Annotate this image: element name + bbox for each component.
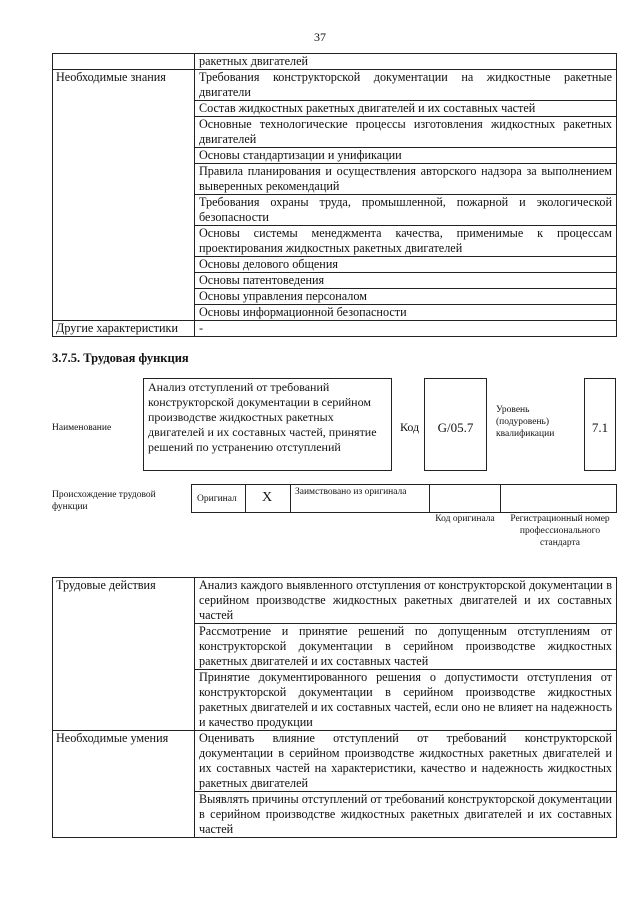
action-item: Рассмотрение и принятие решений по допущенным отступлениям от конструкторской документации в серийном производстве жидкостных ракетных двигателей и их составных частей [195, 624, 617, 670]
function-name-box [143, 378, 392, 471]
original-mark: X [262, 490, 273, 505]
table-row [53, 321, 617, 337]
name-label: Наименование [52, 423, 112, 433]
knowledge-item: Основы стандартизации и унификации [195, 148, 617, 164]
empty-label-cell [53, 54, 195, 70]
code-value: G/05.7 [437, 420, 474, 435]
knowledge-item: Основные технологические процессы изготовления жидкостных ракетных двигателей [195, 117, 617, 148]
knowledge-label: Необходимые знания [53, 70, 195, 321]
origin-divider [290, 484, 291, 513]
origin-divider [245, 484, 246, 513]
table-row [53, 70, 617, 101]
level-value: 7.1 [591, 420, 609, 435]
skill-item: Выявлять причины отступлений от требований конструкторской документации в серийном производстве жидкостных ракетных двигателей и их составных частей [195, 792, 617, 838]
action-item: Принятие документированного решения о допустимости отступления от конструкторской документации в серийном производстве жидкостных ракетных двигателей и их составных частей, если оно не влияет на надежность и качество продукции [195, 670, 617, 731]
knowledge-item: Правила планирования и осуществления авторского надзора за выполнением выверенных рекомендаций [195, 164, 617, 195]
origin-divider [429, 484, 430, 513]
action-item: Анализ каждого выявленного отступления от конструкторской документации в серийном производстве жидкостных ракетных двигателей и их составных частей [195, 578, 617, 624]
function-name-value: Анализ отступлений от требований конструкторской документации в серийном производстве жидкостных ракетных двигателей и их составных частей, принятие решений по устранению отступлений [148, 380, 377, 454]
continuation-cell: ракетных двигателей [195, 54, 617, 70]
knowledge-item: Состав жидкостных ракетных двигателей и их составных частей [195, 101, 617, 117]
table-row [53, 54, 617, 70]
section-title: 3.7.5. Трудовая функция [52, 351, 189, 365]
knowledge-item: Основы делового общения [195, 257, 617, 273]
code-label: Код [400, 420, 420, 434]
code-box [424, 378, 487, 471]
page-number: 37 [314, 30, 326, 44]
level-box [584, 378, 616, 471]
knowledge-item: Основы управления персоналом [195, 289, 617, 305]
knowledge-item: Требования охраны труда, промышленной, пожарной и экологической безопасности [195, 195, 617, 226]
actions-label: Трудовые действия [53, 578, 195, 731]
code-caption: Код оригинала [435, 514, 495, 524]
actions-table [52, 577, 617, 838]
table-row [53, 578, 617, 624]
other-characteristics-value: - [195, 321, 617, 337]
knowledge-item: Основы информационной безопасности [195, 305, 617, 321]
knowledge-item: Основы патентоведения [195, 273, 617, 289]
other-characteristics-label: Другие характеристики [53, 321, 195, 337]
origin-divider [500, 484, 501, 513]
skill-item: Оценивать влияние отступлений от требований конструкторской документации в серийном производстве жидкостных ракетных двигателей и их составных частей на характеристики, качество и надежность жидкостных ракетных двигателей [195, 731, 617, 792]
registration-caption: Регистрационный номер профессионального стандарта [510, 514, 610, 548]
knowledge-item: Требования конструкторской документации на жидкостные ракетные двигатели [195, 70, 617, 101]
knowledge-table [52, 53, 617, 337]
knowledge-item: Основы системы менеджмента качества, применимые к процессам проектирования жидкостных ракетных двигателей [195, 226, 617, 257]
origin-label: Происхождение трудовой функции [52, 490, 156, 512]
level-label: Уровень (подуровень) квалификации [496, 405, 555, 439]
borrowed-label: Заимствовано из оригинала [295, 487, 407, 497]
table-row [53, 731, 617, 792]
original-label: Оригинал [197, 494, 237, 504]
skills-label: Необходимые умения [53, 731, 195, 838]
